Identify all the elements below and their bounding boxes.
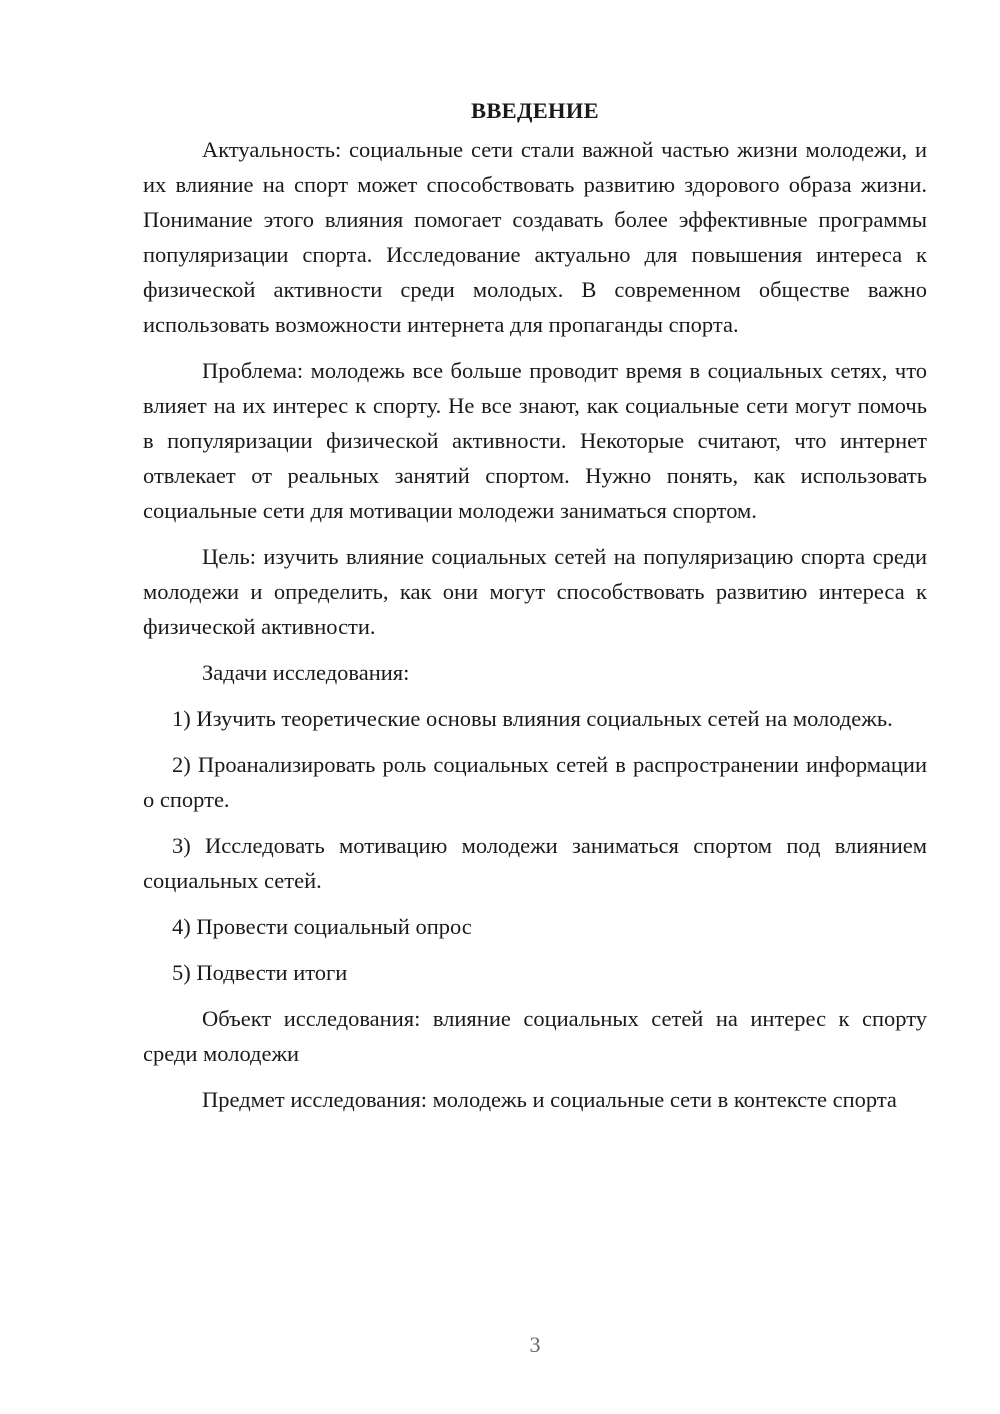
goal-paragraph: Цель: изучить влияние социальных сетей на популяризацию спорта среди молодежи и определить, как они могут способствовать развитию интереса к физической активности. [143, 544, 927, 639]
task-item: 2) Проанализировать роль социальных сетей в распространении информации о спорте. [143, 752, 927, 812]
tasks-heading: Задачи исследования: [202, 660, 410, 685]
object-paragraph: Объект исследования: влияние социальных сетей на интерес к спорту среди молодежи [143, 1006, 927, 1066]
problem-paragraph: Проблема: молодежь все больше проводит время в социальных сетях, что влияет на их интерес к спорту. Не все знают, как социальные сети могут помочь в популяризации физической активности. Некоторые считают, что интернет отвлекает от реальных занятий спортом. Нужно понять, как использовать социальные сети для мотивации молодежи заниматься спортом. [143, 358, 927, 523]
task-item: 5) Подвести итоги [172, 960, 348, 985]
task-item: 3) Исследовать мотивацию молодежи заниматься спортом под влиянием социальных сетей. [143, 833, 927, 893]
page-title: ВВЕДЕНИЕ [471, 98, 599, 123]
task-item: 1) Изучить теоретические основы влияния социальных сетей на молодежь. [172, 706, 893, 731]
page-number: 3 [529, 1332, 541, 1357]
page-content [143, 93, 927, 1128]
task-item: 4) Провести социальный опрос [172, 914, 472, 939]
relevance-paragraph: Актуальность: социальные сети стали важной частью жизни молодежи, и их влияние на спорт может способствовать развитию здорового образа жизни. Понимание этого влияния помогает создавать более эффективные программы популяризации спорта. Исследование актуально для повышения интереса к физической активности среди молодых. В современном обществе важно использовать возможности интернета для пропаганды спорта. [143, 137, 927, 337]
subject-paragraph: Предмет исследования: молодежь и социальные сети в контексте спорта [202, 1087, 897, 1112]
